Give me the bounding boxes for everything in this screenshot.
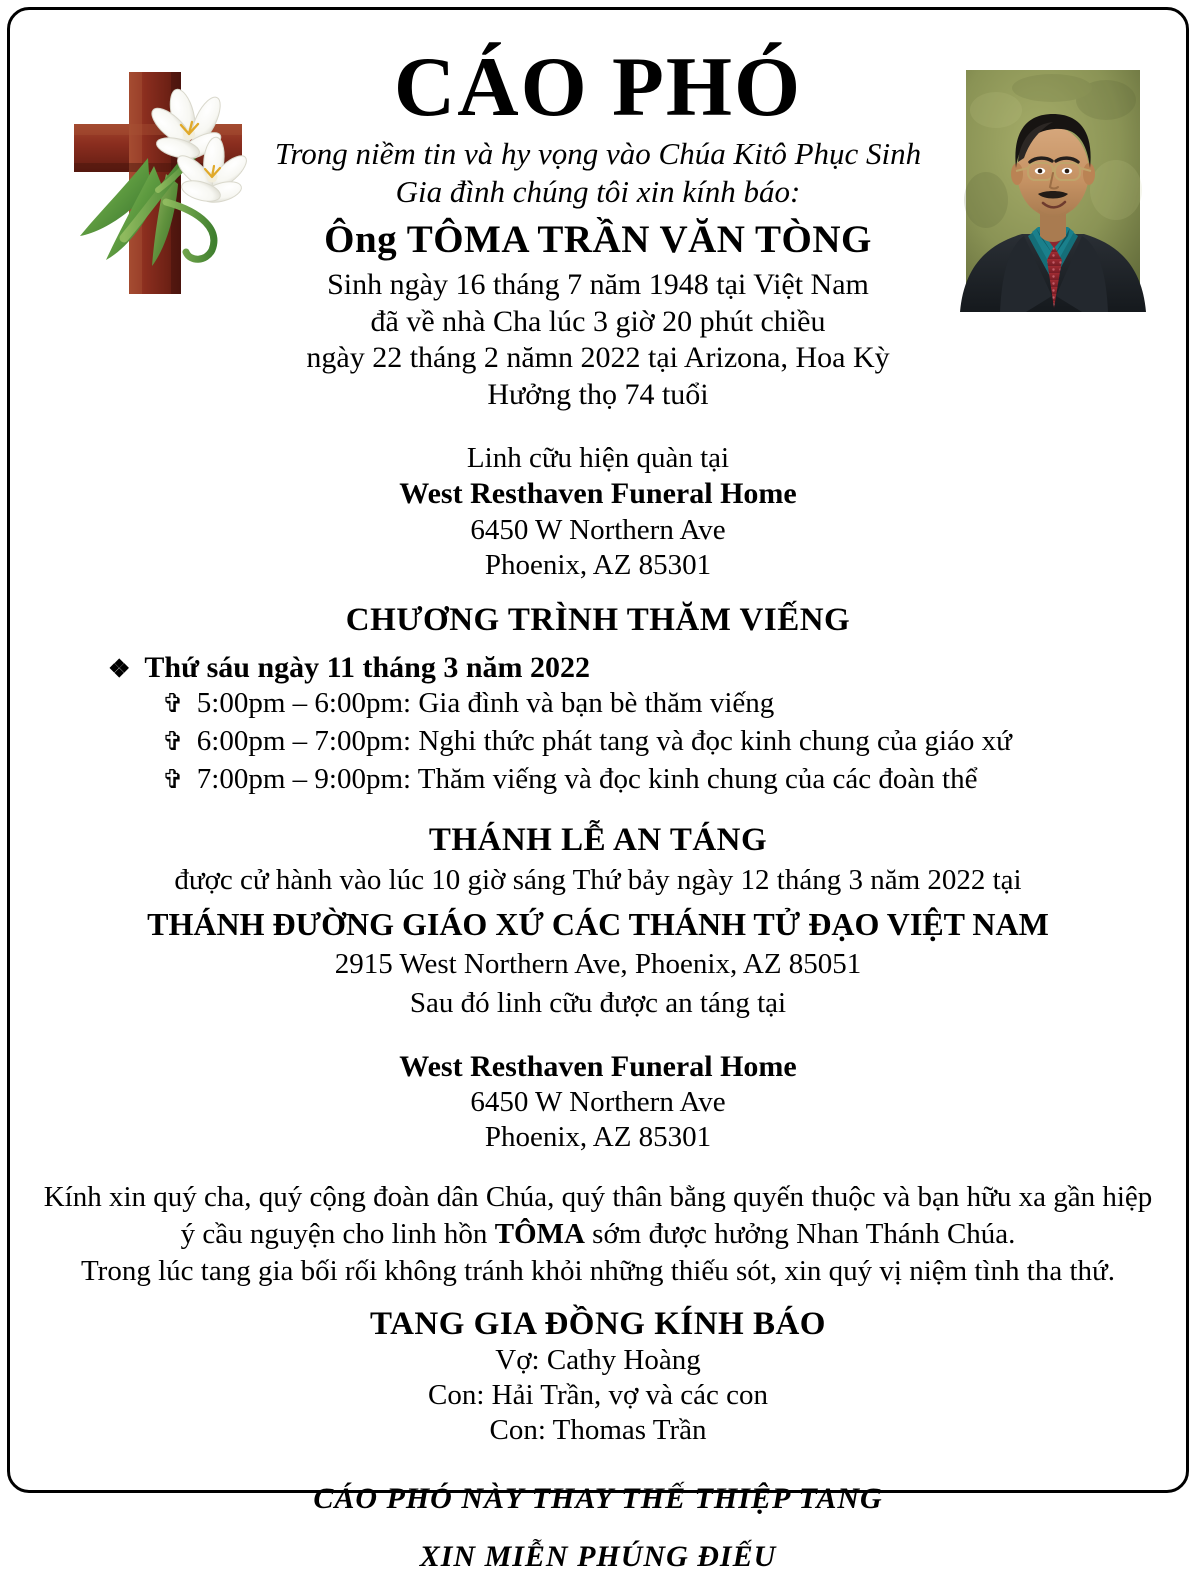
visitation-item-label: 5:00pm – 6:00pm: Gia đình và bạn bè thăm viếng <box>196 687 775 720</box>
prayer-request-deceased-name: TÔMA <box>494 1218 585 1251</box>
prayer-request-line-2-prefix: ý cầu nguyện cho linh hồn <box>180 1218 495 1251</box>
church-address: 2915 West Northern Ave, Phoenix, AZ 85051 <box>334 948 862 981</box>
repose-intro: Linh cữu hiện quàn tại <box>466 442 730 475</box>
repose-city: Phoenix, AZ 85301 <box>484 548 712 581</box>
diamond-bullet-icon: ❖ <box>108 656 131 684</box>
prayer-request-line-3: Trong lúc tang gia bối rối không tránh khỏi những thiếu sót, xin quý vị niệm tình tha thứ. <box>80 1255 1116 1288</box>
visitation-item <box>162 723 1196 761</box>
repose-venue: West Resthaven Funeral Home <box>399 477 797 511</box>
family-member: Con: Thomas Trần <box>489 1413 707 1446</box>
mass-heading: THÁNH LỄ AN TÁNG <box>428 822 768 859</box>
prayer-request-line-2 <box>0 1216 1196 1253</box>
church-name: THÁNH ĐƯỜNG GIÁO XỨ CÁC THÁNH TỬ ĐẠO VIỆT NAM <box>147 906 1049 943</box>
passing-time-info: đã về nhà Cha lúc 3 giờ 20 phút chiều <box>370 304 826 338</box>
subtitle-line-1: Trong niềm tin và hy vọng vào Chúa Kitô Phục Sinh <box>274 135 922 171</box>
burial-street: 6450 W Northern Ave <box>470 1086 726 1119</box>
mass-detail: được cử hành vào lúc 10 giờ sáng Thứ bảy ngày 12 tháng 3 năm 2022 tại <box>174 864 1022 897</box>
deceased-name: Ông TÔMA TRẦN VĂN TÒNG <box>324 218 872 262</box>
closing-line-1: CÁO PHÓ NÀY THAY THẾ THIỆP TANG <box>313 1481 883 1515</box>
family-member: Con: Hải Trần, vợ và các con <box>428 1379 768 1412</box>
visitation-item <box>162 685 1196 723</box>
cross-bullet-icon: ✞ <box>162 689 184 719</box>
visitation-item-label: 7:00pm – 9:00pm: Thăm viếng và đọc kinh chung của các đoàn thể <box>196 762 978 795</box>
visitation-heading: CHƯƠNG TRÌNH THĂM VIẾNG <box>345 602 851 639</box>
family-member: Vợ: Cathy Hoàng <box>495 1344 701 1377</box>
prayer-request-line-1: Kính xin quý cha, quý cộng đoàn dân Chúa, quý thân bằng quyến thuộc và bạn hữu xa gần hiệp <box>43 1180 1153 1213</box>
age-info: Hưởng thọ 74 tuổi <box>487 377 709 411</box>
visitation-date-label: Thứ sáu ngày 11 tháng 3 năm 2022 <box>144 651 591 685</box>
birth-info: Sinh ngày 16 tháng 7 năm 1948 tại Việt Nam <box>327 267 869 301</box>
burial-intro: Sau đó linh cữu được an táng tại <box>409 986 787 1019</box>
cross-bullet-icon: ✞ <box>162 764 184 794</box>
visitation-item-label: 6:00pm – 7:00pm: Nghi thức phát tang và đọc kinh chung của giáo xứ <box>196 725 1012 757</box>
burial-city: Phoenix, AZ 85301 <box>484 1121 712 1154</box>
visitation-date-row <box>108 651 1196 685</box>
repose-street: 6450 W Northern Ave <box>470 513 726 546</box>
family-heading: TANG GIA ĐỒNG KÍNH BÁO <box>370 1306 826 1343</box>
cross-bullet-icon: ✞ <box>162 727 184 756</box>
closing-line-2: XIN MIỄN PHÚNG ĐIẾU <box>419 1539 777 1573</box>
visitation-schedule <box>108 651 1196 798</box>
passing-date-info: ngày 22 tháng 2 nămn 2022 tại Arizona, Hoa Kỳ <box>306 341 890 375</box>
visitation-item <box>162 761 1196 799</box>
prayer-request-line-2-suffix: sớm được hưởng Nhan Thánh Chúa. <box>584 1218 1016 1251</box>
page-title: CÁO PHÓ <box>393 40 803 134</box>
subtitle-line-2: Gia đình chúng tôi xin kính báo: <box>395 173 801 209</box>
burial-venue: West Resthaven Funeral Home <box>399 1049 797 1083</box>
